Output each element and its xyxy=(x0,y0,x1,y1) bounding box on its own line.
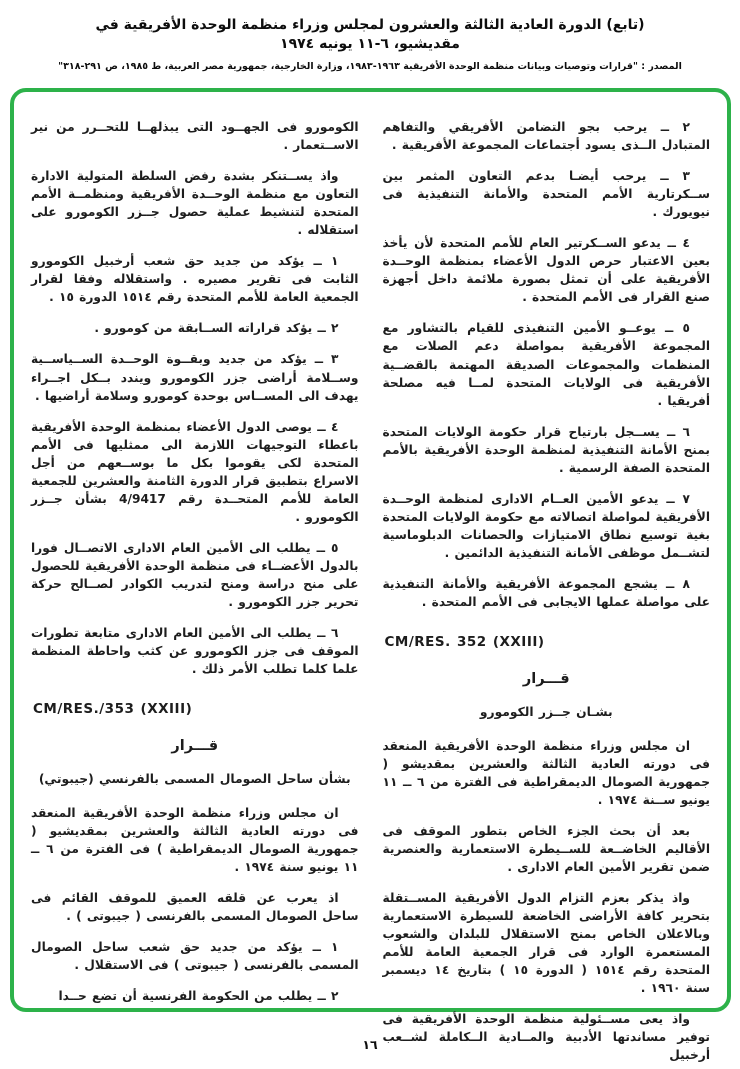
paragraph: ٢ ــ يطلب من الحكومة الفرنسية أن تضع حــدا xyxy=(58,989,339,1004)
column-left xyxy=(31,118,359,1004)
paragraph: اذ يعرب عن قلقه العميق للموقف القائم فى ساحل الصومال المسمى بالفرنسى ( جيبوتى ) . xyxy=(31,891,359,924)
paragraph: ٦ ــ يســجل بارتياح قرار حكومة الولايات المتحدة بمنح الأمانة التنفيذية لمنظمة الوحدة الأفريقية بالأمم المتحدة الصفة الرسمية . xyxy=(382,424,710,475)
paragraph: ٤ ــ يوصى الدول الأعضاء بمنظمة الوحدة الأفريقية باعطاء التوجيهات اللازمة الى ممثليها فى الأمم المتحدة لكى يقوموا بكل ما بوســعهم من أجل الاسراع بتطبيق قرار الدورة الثامنة والعشرين للجمعية العامة للأمم المتحــدة رقم 4/9417 بشأن جــزر الكومورو . xyxy=(31,419,359,524)
page-number: ١٦ xyxy=(362,1037,378,1052)
resolution-heading: قـــرار xyxy=(522,671,570,688)
paragraph: ٢ ــ يؤكد قراراته الســابقة من كومورو . xyxy=(94,321,339,336)
resolution-ref: CM/RES. 352 (XXIII) xyxy=(384,634,545,651)
paragraph: ٣ ــ يرحب أيضـا بدعم التعاون المثمر بين ســكرتارية الأمم المتحدة والأمانة التنفيذية فى نيويورك . xyxy=(382,169,710,220)
paragraph: ٦ ــ يطلب الى الأمين العام الادارى متابعة تطورات الموقف فى جزر الكومورو عن كثب واحاطة المنظمة علما كلما تطلب الأمر ذلك . xyxy=(31,626,359,677)
paragraph: ٧ ــ يدعو الأمين العــام الادارى لمنظمة الوحــدة الأفريقية لمواصلة اتصالاته مع حكومة الولايات المتحدة بغية توسيع نطاق الامتيازات والحصانات الدبلوماسية لتشــمل موظفى الأمانة التنفيذية الدائمين . xyxy=(382,491,710,560)
paragraph: ٤ ــ يدعو الســكرتير العام للأمم المتحدة لأن يأخذ بعين الاعتبار حرص الدول الأعضاء بمنظمة الوحــدة الأفريقية على أن تمثل بصورة ملائمة داخل أجهزة صنع القرار فى الأمم المتحدة . xyxy=(382,236,710,305)
paragraph: ٥ ــ يطلب الى الأمين العام الادارى الاتصــال فورا بالدول الأعضــاء فى منظمة الوحدة الأفريقية للحصول على منح دراسة ومنح لتدريب الكوادر لصــالح حركة تحرير جزر الكومورو . xyxy=(31,540,359,610)
paragraph: ١ ــ يؤكد من جديد حق شعب أرخبيل الكومورو الثابت فى تقرير مصيره . واستقلاله وفقا لقرار الجمعية العامة للأمم المتحدة رقم ١٥١٤ الدورة ١٥ . xyxy=(31,254,359,305)
paragraph: ٢ ــ يرحب بجو التضامن الأفريقي والتفاهم المتبادل الــذى يسود أجتماعات المجموعة الأفريقية . xyxy=(382,120,710,153)
paragraph: ٨ ــ يشجع المجموعة الأفريقية والأمانة التنفيذية على مواصلة عملها الايجابى فى الأمم المتحدة . xyxy=(382,576,710,610)
resolution-subject: بشـان جــزر الكومورو xyxy=(479,704,613,719)
paragraph: ٣ ــ يؤكد من جديد وبقــوة الوحــدة الســياســية وســلامة أراضى جزر الكومورو ويندد بــكل اجــراء يهدف الى المســاس بوحدة كومورو وسلامة أراضيها . xyxy=(31,352,359,403)
paragraph: واذ يعى مســئولية منظمة الوحدة الأفريقية فى توفير مساندتها الأدبية والمــادية الــكاملة لشــعب أرخبيل xyxy=(382,1012,710,1063)
paragraph-continuation: الكومورو فى الجهــود التى يبذلهــا للتحــرر من نير الاســتعمار . xyxy=(31,120,359,153)
paragraph: واذ يســتنكر بشدة رفض السلطة المتولية الادارة التعاون مع منظمة الوحــدة الأفريقية ومنظمــة الأمم المتحدة لتنشيط عملية حصول جــزر الكومورو على استقلاله . xyxy=(31,169,359,238)
page-footer xyxy=(0,1034,740,1053)
page-header xyxy=(0,16,740,72)
resolution-ref: CM/RES./353 (XXIII) xyxy=(33,701,193,718)
paragraph: ٥ ــ يوعــو الأمين التنفيذى للقيام بالتشاور مع المجموعة الأفريقية بمواصلة دعم الصلات مع المنظمات والمجموعات الصديقة المهتمة بالقضــية الأفريقية فى الولايات المتحدة لمــا فيه مصلحة أفريقيا . xyxy=(382,321,710,408)
paragraph: ان مجلس وزراء منظمة الوحدة الأفريقية المنعقد فى دورته العادية الثالثة والعشرين بمقديشيو ( جمهورية الصومال الديمقراطية ) فى الفترة من ٦ ــ ١١ يونيو سنة ١٩٧٤ . xyxy=(31,805,359,874)
session-title: (تابع) الدورة العادية الثالثة والعشرون لمجلس وزراء منظمة الوحدة الأفريقية في مقديشيو، ٦-١١ يونيه ١٩٧٤ xyxy=(95,17,645,52)
paragraph: ان مجلس وزراء منظمة الوحدة الأفريقية المنعقد فى دورته العادية الثالثة والعشرين بمقديشو ( جمهورية الصومال الديمقراطية فى الفترة من ٦ ــ ١١ يونيو ســنة ١٩٧٤ . xyxy=(382,738,710,807)
source-citation: المصدر : "قرارات وتوصيات وبيانات منظمة الوحدة الأفريقية ١٩٦٣-١٩٨٣، وزارة الخارجية، جمهورية مصر العربية، ط ١٩٨٥، ص ٢٩١-٣١٨" xyxy=(58,60,682,72)
resolution-subject: بشأن ساحل الصومال المسمى بالفرنسي (جيبوتي) xyxy=(38,771,351,786)
column-right xyxy=(382,118,711,1063)
paragraph: ١ ــ يؤكد من جديد حق شعب ساحل الصومال المسمى بالفرنسى ( جيبوتى ) فى الاستقلال . xyxy=(31,940,359,973)
paragraph: واذ يذكر بعزم التزام الدول الأفريقية المســتقلة بتحرير كافة الأراضى الخاضعة للسيطرة الاستعمارية وبالاعلان الخاص بمنح الاستقلال للبلدان والشعوب المستعمرة الوارد فى قرار الجمعية العامة للأمم المتحدة رقم ١٥١٤ ( الدورة ١٥ ) بتاريخ ١٤ ديسمبر سنة ١٩٦٠ . xyxy=(382,891,710,996)
resolution-heading: قـــرار xyxy=(171,738,219,755)
paragraph: بعد أن بحث الجزء الخاص بتطور الموقف فى الأقاليم الخاضــعة للســيطرة الاستعمارية والعنصرية ضمن تقرير الأمين العام الادارى . xyxy=(382,823,710,874)
